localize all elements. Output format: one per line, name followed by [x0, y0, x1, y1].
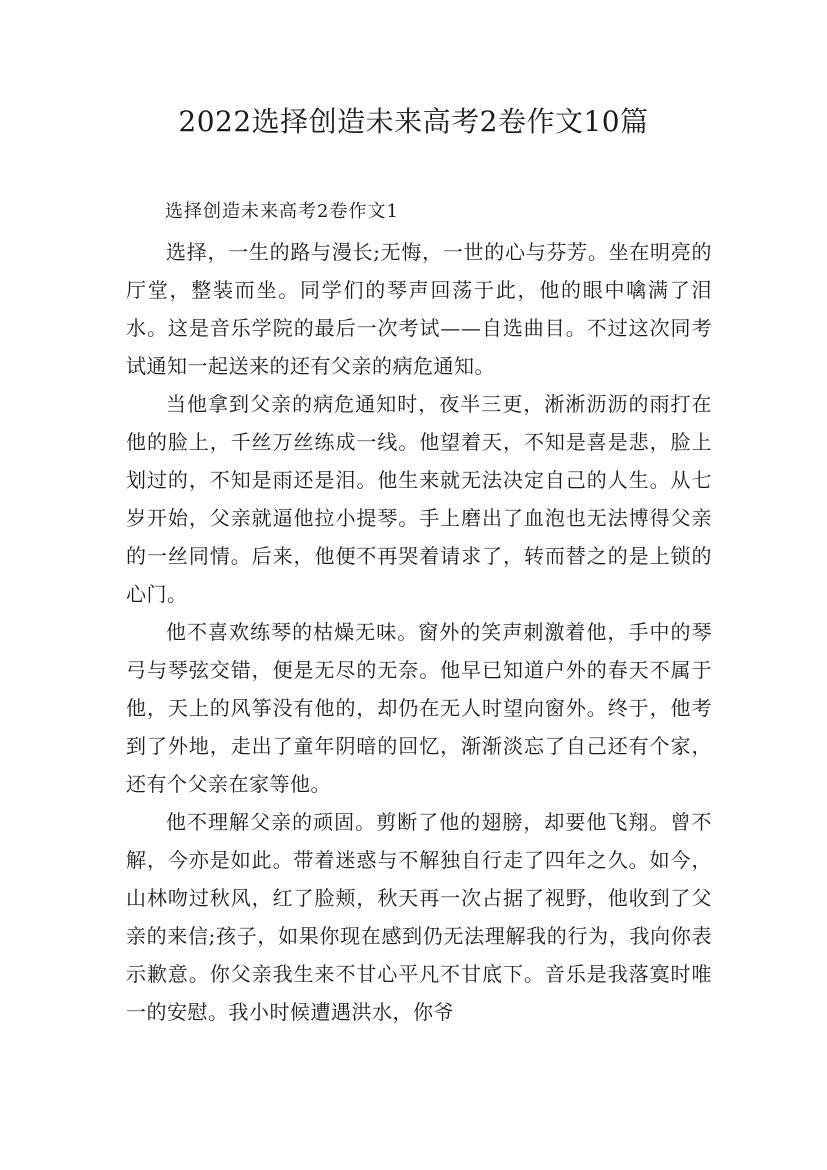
paragraph-3: 他不喜欢练琴的枯燥无味。窗外的笑声刺激着他，手中的琴弓与琴弦交错，便是无尽的无奈。他早已知道户外的春天不属于他，天上的风筝没有他的，却仍在无人时望向窗外。终于，他考到了外地，走出了童年阴暗的回忆，渐渐淡忘了自己还有个家，还有个父亲在家等他。 — [126, 620, 712, 796]
paragraph-2: 当他拿到父亲的病危通知时，夜半三更，淅淅沥沥的雨打在他的脸上，千丝万丝练成一线。他望着天，不知是喜是悲，脸上划过的，不知是雨还是泪。他生来就无法决定自己的人生。从七岁开始，父亲就逼他拉小提琴。手上磨出了血泡也无法博得父亲的一丝同情。后来，他便不再哭着请求了，转而替之的是上锁的心门。 — [126, 392, 712, 606]
section-heading: 选择创造未来高考2卷作文1 — [165, 201, 399, 222]
document-body — [126, 233, 712, 1031]
document-title: 2022选择创造未来高考2卷作文10篇 — [178, 105, 649, 138]
paragraph-4: 他不理解父亲的顽固。剪断了他的翅膀，却要他飞翔。曾不解，今亦是如此。带着迷惑与不解独自行走了四年之久。如今，山林吻过秋风，红了脸颊，秋天再一次占据了视野，他收到了父亲的来信;孩子，如果你现在感到仍无法理解我的行为，我向你表示歉意。你父亲我生来不甘心平凡不甘底下。音乐是我落寞时唯一的安慰。我小时候遭遇洪水，你爷 — [126, 810, 712, 1024]
paragraph-1: 选择，一生的路与漫长;无悔，一世的心与芬芳。坐在明亮的厅堂，整装而坐。同学们的琴声回荡于此，他的眼中噙满了泪水。这是音乐学院的最后一次考试——自选曲目。不过这次同考试通知一起送来的还有父亲的病危通知。 — [126, 240, 712, 378]
